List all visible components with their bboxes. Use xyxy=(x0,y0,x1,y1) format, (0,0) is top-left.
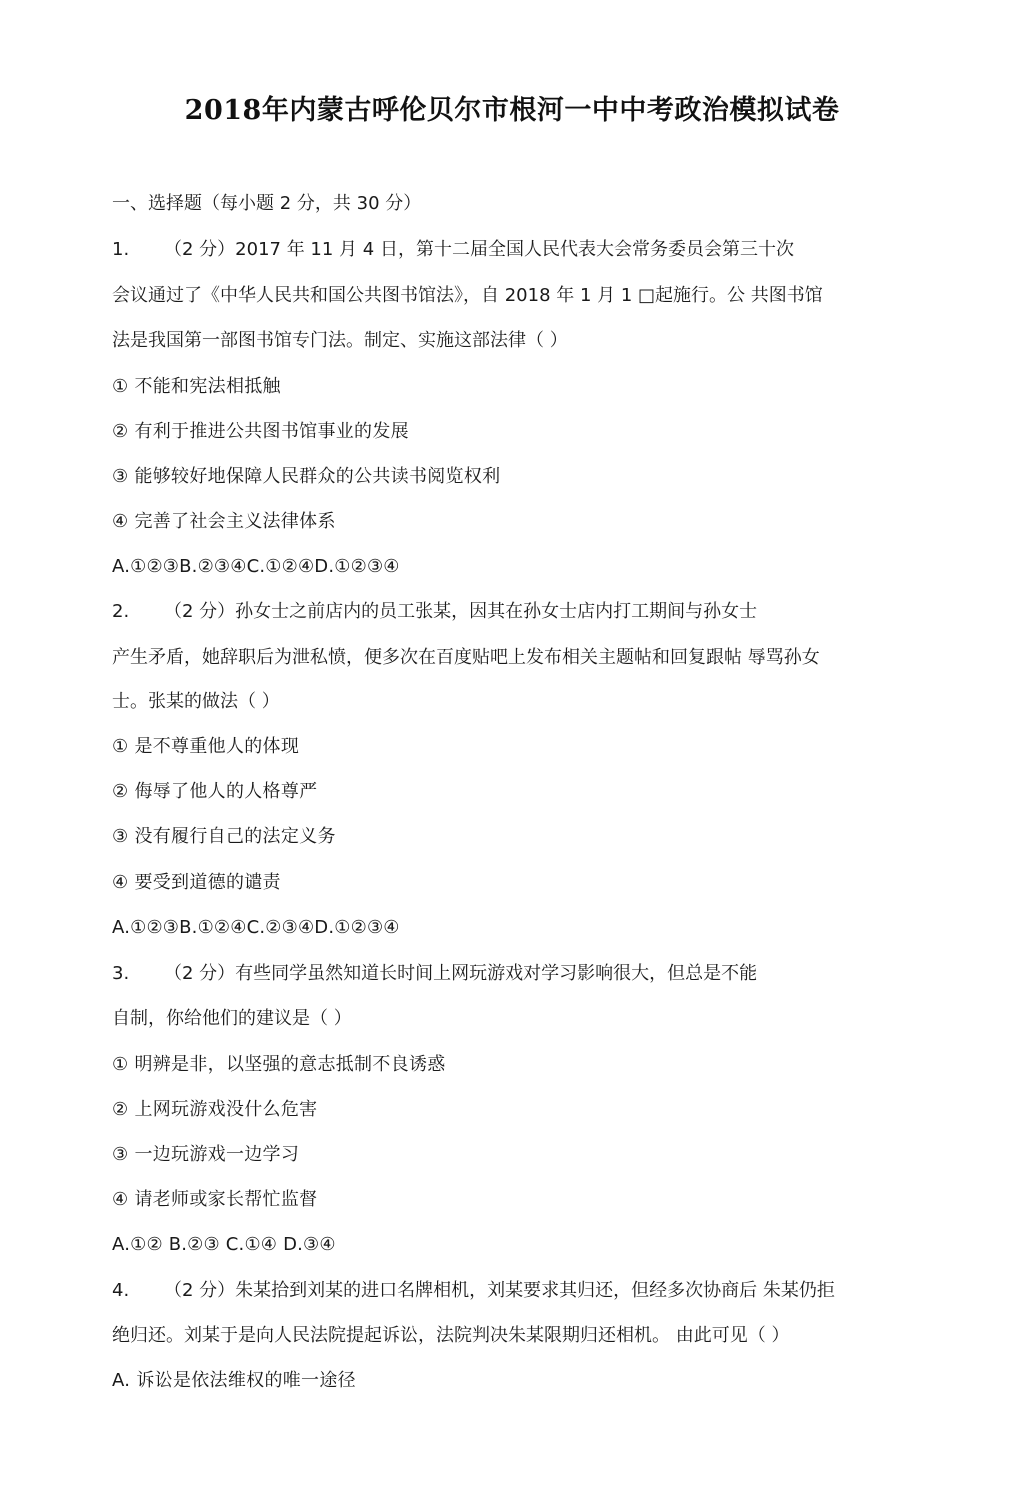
section-heading: 一、选择题（每小题 2 分，共 30 分） xyxy=(112,193,422,214)
question-1-option-2: ② 有利于推进公共图书馆事业的发展 xyxy=(112,421,409,442)
question-1-line-2: 会议通过了《中华人民共和国公共图书馆法》，自 2018 年 1 月 1 □起施行。公 共图书馆 xyxy=(112,285,823,306)
question-4-number: 4. xyxy=(112,1280,130,1301)
question-3-choices: A.①② B.②③ C.①④ D.③④ xyxy=(112,1234,336,1255)
question-1-option-4: ④ 完善了社会主义法律体系 xyxy=(112,511,336,532)
question-3-option-2: ② 上网玩游戏没什么危害 xyxy=(112,1099,318,1120)
question-3-number: 3. xyxy=(112,963,130,984)
question-1-text-1: （2 分）2017 年 11 月 4 日，第十二届全国人民代表大会常务委员会第三十次 xyxy=(164,239,794,260)
question-4-option-a: A. 诉讼是依法维权的唯一途径 xyxy=(112,1370,356,1391)
question-1-number: 1. xyxy=(112,239,130,260)
question-2-option-3: ③ 没有履行自己的法定义务 xyxy=(112,826,336,847)
question-2-option-1: ① 是不尊重他人的体现 xyxy=(112,736,300,757)
question-4-line-2: 绝归还。刘某于是向人民法院提起诉讼，法院判决朱某限期归还相机。 由此可见（ ） xyxy=(112,1325,790,1346)
question-2-text-1: （2 分）孙女士之前店内的员工张某，因其在孙女士店内打工期间与孙女士 xyxy=(164,601,758,622)
question-2-choices: A.①②③B.①②④C.②③④D.①②③④ xyxy=(112,917,400,938)
question-3-option-1: ① 明辨是非，以坚强的意志抵制不良诱惑 xyxy=(112,1054,446,1075)
question-2-line-1 xyxy=(112,600,757,624)
question-3-option-4: ④ 请老师或家长帮忙监督 xyxy=(112,1189,318,1210)
question-2-line-3: 士。张某的做法（ ） xyxy=(112,691,280,712)
question-3-text-1: （2 分）有些同学虽然知道长时间上网玩游戏对学习影响很大，但总是不能 xyxy=(164,963,758,984)
question-4-line-1 xyxy=(112,1279,835,1303)
question-4-text-1: （2 分）朱某拾到刘某的进口名牌相机，刘某要求其归还，但经多次协商后 朱某仍拒 xyxy=(164,1280,835,1301)
question-2-number: 2. xyxy=(112,601,130,622)
question-3-line-2: 自制，你给他们的建议是（ ） xyxy=(112,1008,352,1029)
exam-title: 2018年内蒙古呼伦贝尔市根河一中中考政治模拟试卷 xyxy=(184,95,840,126)
question-2-option-4: ④ 要受到道德的谴责 xyxy=(112,872,281,893)
question-1-line-1 xyxy=(112,238,794,262)
question-3-option-3: ③ 一边玩游戏一边学习 xyxy=(112,1144,300,1165)
question-1-option-3: ③ 能够较好地保障人民群众的公共读书阅览权利 xyxy=(112,466,501,487)
question-1-option-1: ① 不能和宪法相抵触 xyxy=(112,376,281,397)
question-1-line-3: 法是我国第一部图书馆专门法。制定、实施这部法律（ ） xyxy=(112,330,568,351)
question-2-line-2: 产生矛盾，她辞职后为泄私愤，便多次在百度贴吧上发布相关主题帖和回复跟帖 辱骂孙女 xyxy=(112,647,820,668)
question-2-option-2: ② 侮辱了他人的人格尊严 xyxy=(112,781,318,802)
question-1-choices: A.①②③B.②③④C.①②④D.①②③④ xyxy=(112,556,400,577)
question-3-line-1 xyxy=(112,962,757,986)
